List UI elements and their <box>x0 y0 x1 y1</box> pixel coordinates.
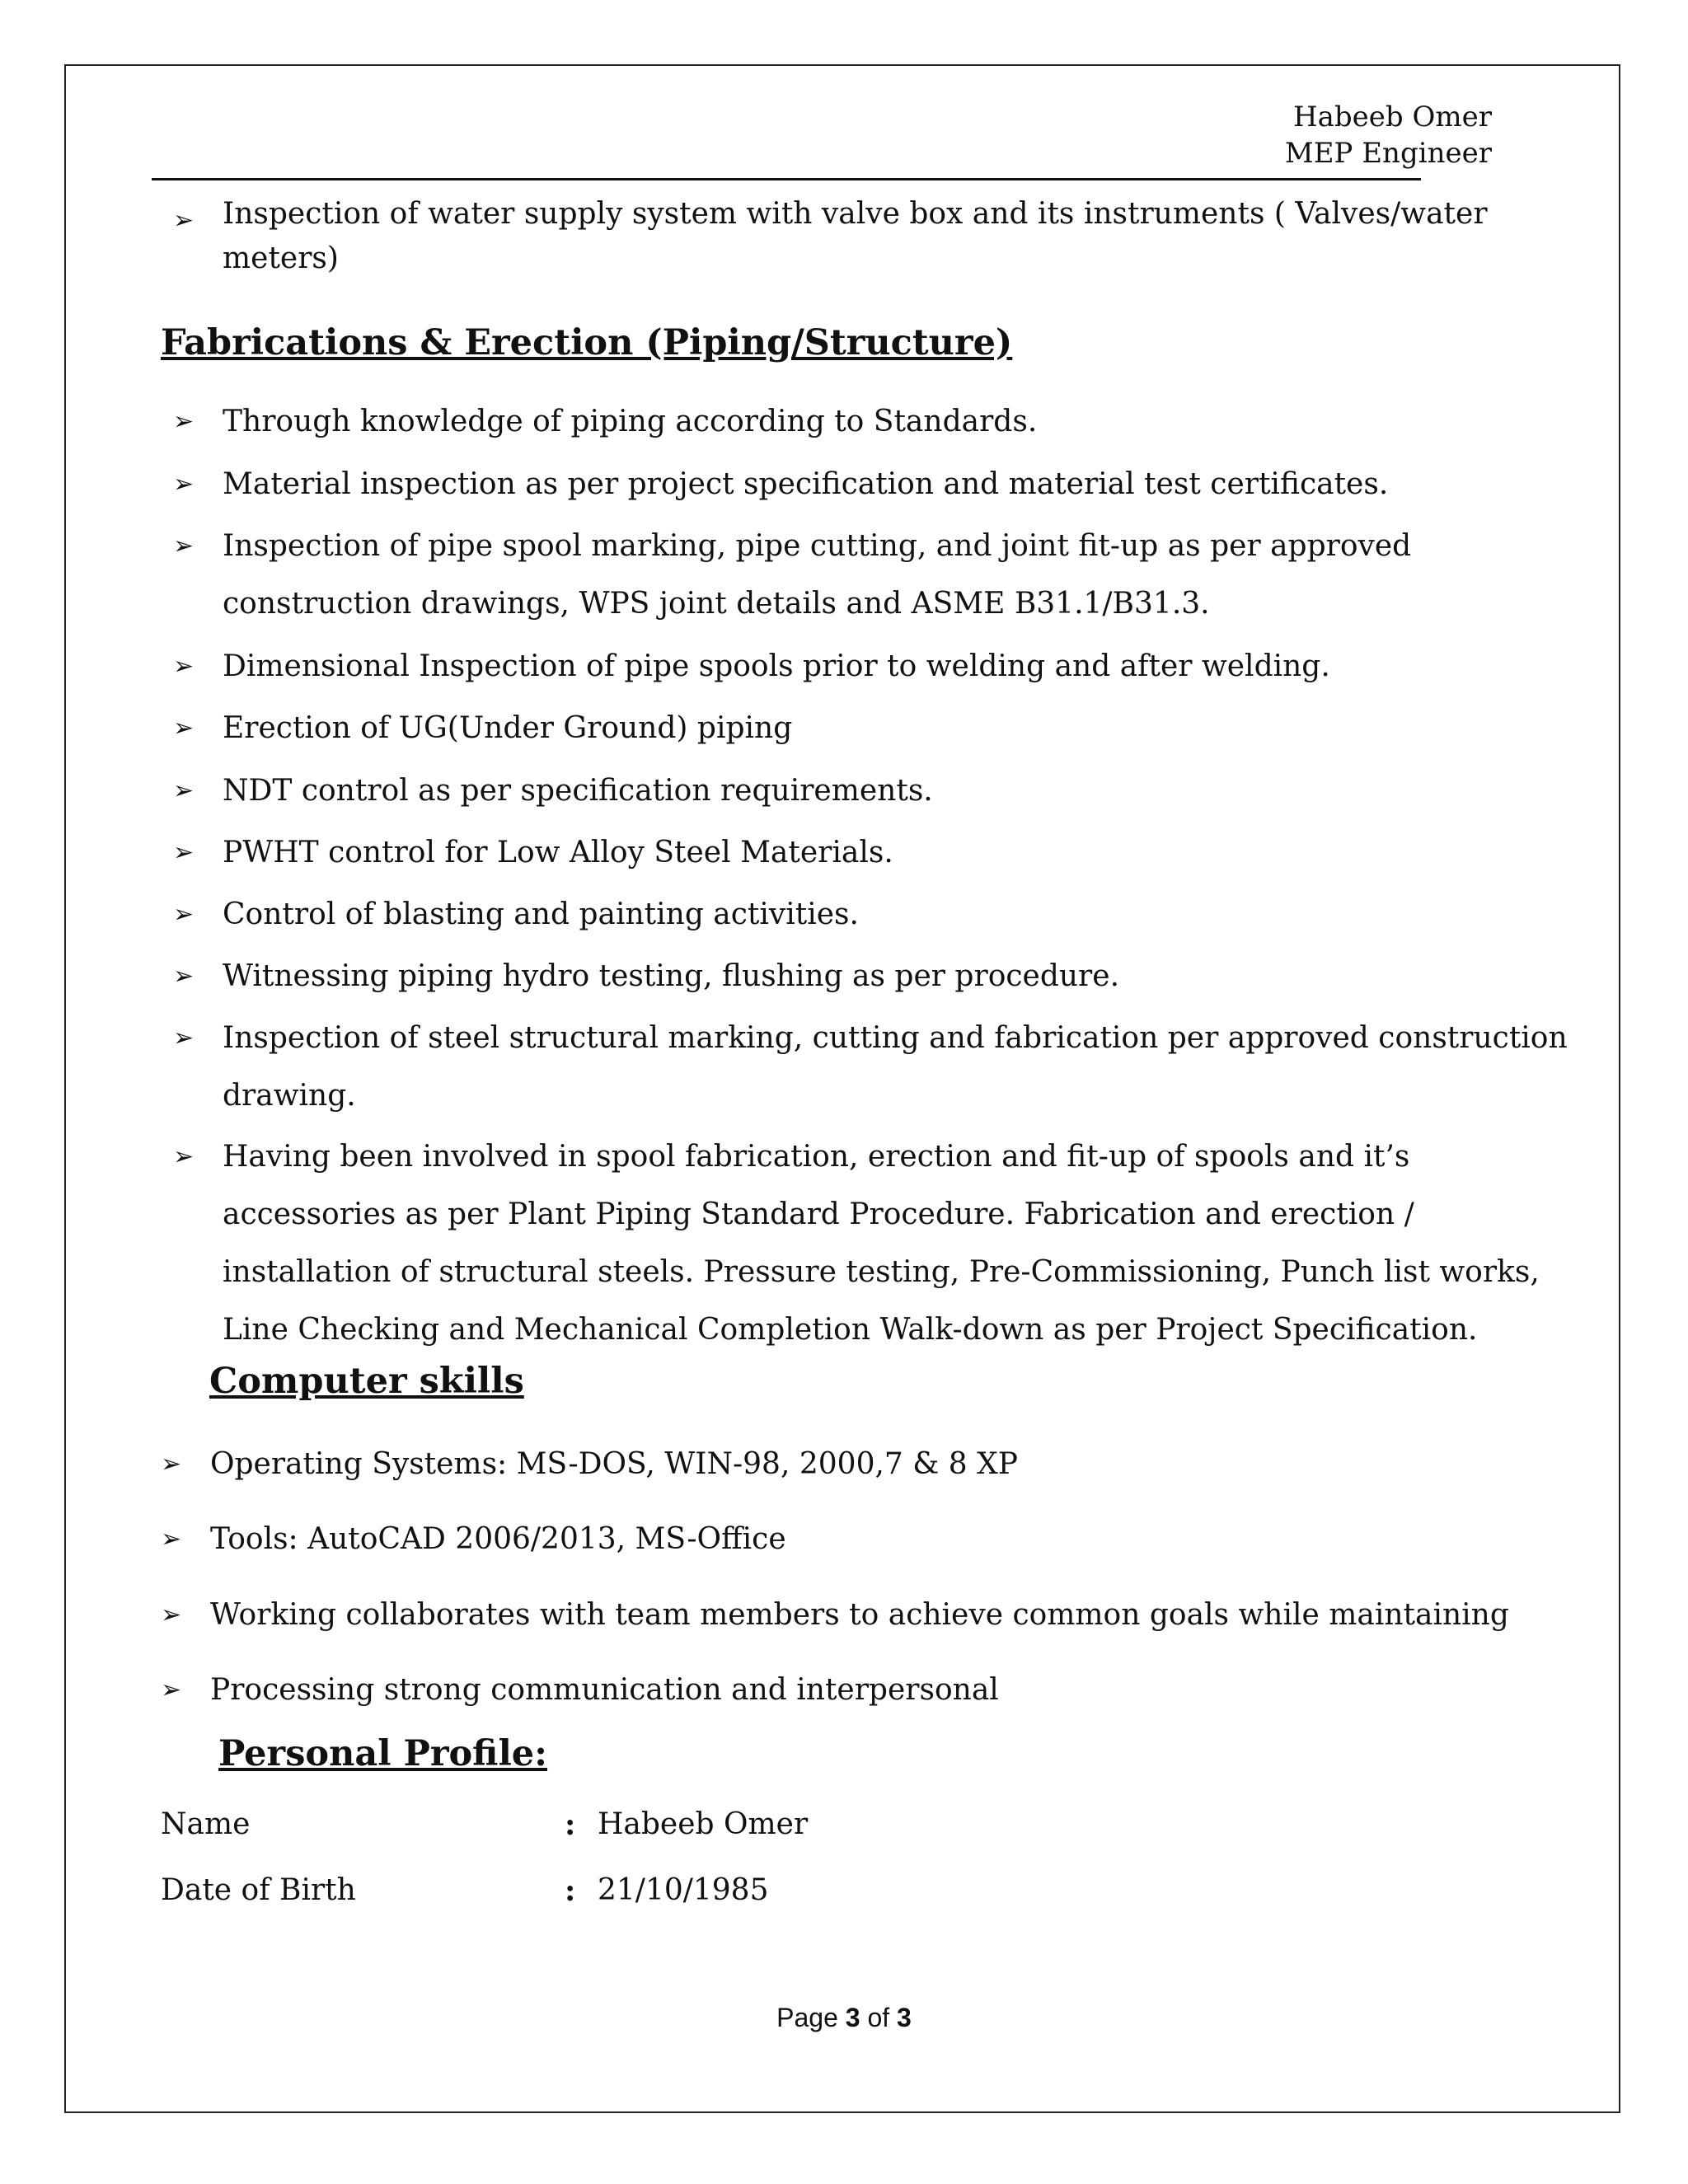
header-name: Habeeb Omer <box>1293 101 1492 134</box>
section-heading-personal-profile: Personal Profile: <box>218 1733 548 1774</box>
list-item-text: Witnessing piping hydro testing, flushing as per procedure. <box>223 959 1120 993</box>
list-item-text: Working collaborates with team members to achieve common goals while maintaining <box>210 1598 1509 1632</box>
footer-of-word: of <box>867 2003 890 2032</box>
section-heading-computer-skills: Computer skills <box>209 1361 524 1402</box>
bullet-arrow-icon: ➢ <box>173 1024 195 1052</box>
profile-value: Habeeb Omer <box>598 1807 809 1841</box>
list-item-text: Tools: AutoCAD 2006/2013, MS-Office <box>210 1522 786 1556</box>
list-item-text: Erection of UG(Under Ground) piping <box>223 711 793 745</box>
profile-label: Name <box>161 1807 251 1841</box>
profile-value: 21/10/1985 <box>598 1873 769 1907</box>
document-header <box>1285 99 1492 171</box>
bullet-arrow-icon: ➢ <box>173 652 195 681</box>
list-item-text: PWHT control for Low Alloy Steel Materials. <box>223 836 893 869</box>
bullet-arrow-icon: ➢ <box>161 1601 182 1629</box>
bullet-arrow-icon: ➢ <box>173 532 195 560</box>
bullet-arrow-icon: ➢ <box>161 1675 182 1704</box>
list-item-text: NDT control as per specification requirements. <box>223 774 933 808</box>
list-item-text: Having been involved in spool fabrication, erection and fit-up of spools and it’s accessories as per Plant Piping Standard Procedure. Fabrication and erection / installation of structural steels. Pressure testing, Pre-Commissioning, Punch list works, Line Checking and Mechanical Completion Walk-down as per Project Specification. <box>223 1140 1540 1347</box>
section-heading-fabrication: Fabrications & Erection (Piping/Structure) <box>161 322 1013 363</box>
bullet-arrow-icon: ➢ <box>161 1450 182 1479</box>
bullet-arrow-icon: ➢ <box>173 962 195 991</box>
header-role: MEP Engineer <box>1284 137 1492 170</box>
profile-separator: : <box>565 1807 576 1842</box>
page-footer <box>0 2003 1688 2033</box>
list-item-text: Inspection of pipe spool marking, pipe cutting, and joint fit-up as per approved construction drawings, WPS joint details and ASME B31.1/B31.3. <box>223 529 1412 621</box>
footer-total-pages: 3 <box>897 2003 912 2032</box>
bullet-arrow-icon: ➢ <box>173 714 195 743</box>
bullet-arrow-icon: ➢ <box>173 206 195 235</box>
list-item-text: Material inspection as per project specification and material test certificates. <box>223 467 1389 501</box>
bullet-arrow-icon: ➢ <box>173 838 195 867</box>
profile-label: Date of Birth <box>161 1873 356 1907</box>
list-item-text: Inspection of steel structural marking, cutting and fabrication per approved construction drawing. <box>223 1021 1568 1113</box>
list-item-text: Through knowledge of piping according to Standards. <box>223 405 1038 438</box>
list-item-text: Control of blasting and painting activities. <box>223 898 859 931</box>
footer-page-word: Page <box>776 2003 838 2032</box>
list-item-text: Operating Systems: MS-DOS, WIN-98, 2000,7 & 8 XP <box>210 1447 1018 1481</box>
bullet-arrow-icon: ➢ <box>173 776 195 805</box>
list-item-text: Inspection of water supply system with valve box and its instruments ( Valves/water meters) <box>223 197 1488 275</box>
bullet-arrow-icon: ➢ <box>161 1525 182 1554</box>
profile-separator: : <box>565 1873 576 1908</box>
list-item-text: Processing strong communication and interpersonal <box>210 1673 999 1707</box>
bullet-arrow-icon: ➢ <box>173 900 195 929</box>
bullet-arrow-icon: ➢ <box>173 470 195 499</box>
footer-current-page: 3 <box>845 2003 860 2032</box>
bullet-arrow-icon: ➢ <box>173 407 195 436</box>
bullet-arrow-icon: ➢ <box>173 1142 195 1171</box>
list-item-text: Dimensional Inspection of pipe spools prior to welding and after welding. <box>223 649 1330 683</box>
header-divider <box>152 178 1421 180</box>
